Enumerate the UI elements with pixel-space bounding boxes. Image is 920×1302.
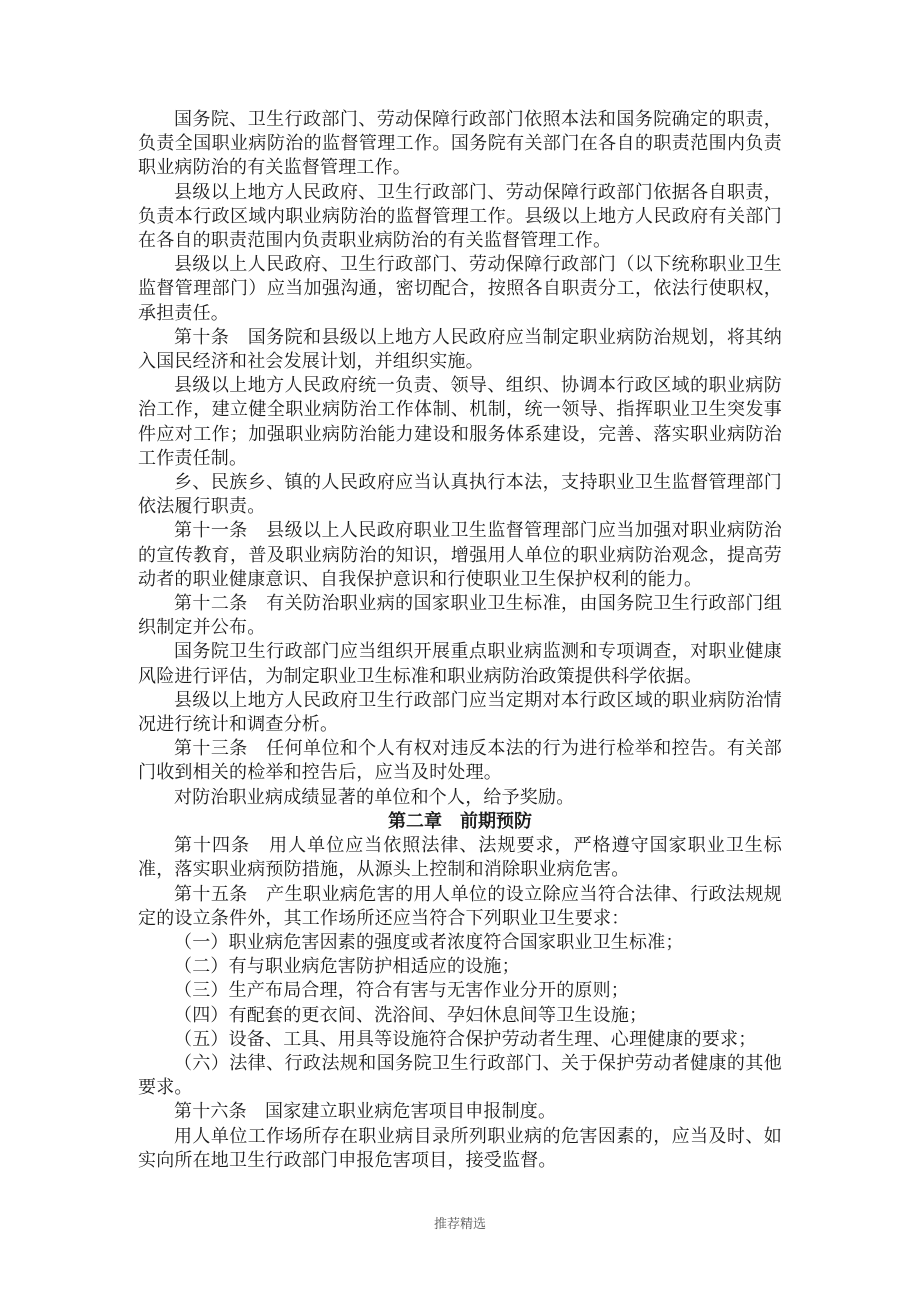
- paragraph: 县级以上地方人民政府、卫生行政部门、劳动保障行政部门依据各自职责，负责本行政区域内职业病防治的监督管理工作。县级以上地方人民政府有关部门在各自的职责范围内负责职业病防治的有关监督管理工作。: [138, 181, 782, 252]
- paragraph: 国务院、卫生行政部门、劳动保障行政部门依照本法和国务院确定的职责，负责全国职业病防治的监督管理工作。国务院有关部门在各自的职责范围内负责职业病防治的有关监督管理工作。: [138, 109, 782, 179]
- article-16: 第十六条 国家建立职业病危害项目申报制度。: [174, 1101, 557, 1123]
- article-10: 第十条 国务院和县级以上地方人民政府应当制定职业病防治规划，将其纳入国民经济和社会发展计划，并组织实施。: [138, 326, 782, 373]
- paragraph: 对防治职业病成绩显著的单位和个人，给予奖励。: [174, 786, 575, 808]
- chapter-title: 第二章 前期预防: [388, 810, 532, 832]
- list-item: （四）有配套的更衣间、洗浴间、孕妇休息间等卫生设施；: [174, 1004, 648, 1026]
- paragraph: 国务院卫生行政部门应当组织开展重点职业病监测和专项调查，对职业健康风险进行评估，为制定职业卫生标准和职业病防治政策提供科学依据。: [138, 641, 782, 687]
- paragraph: 县级以上人民政府、卫生行政部门、劳动保障行政部门（以下统称职业卫生监督管理部门）应当加强沟通，密切配合，按照各自职责分工，依法行使职权，承担责任。: [138, 254, 782, 324]
- article-11: 第十一条 县级以上人民政府职业卫生监督管理部门应当加强对职业病防治的宣传教育，普及职业病防治的知识，增强用人单位的职业病防治观念，提高劳动者的职业健康意识、自我保护意识和行使职业卫生保护权利的能力。: [138, 520, 782, 590]
- list-item: （五）设备、工具、用具等设施符合保护劳动者生理、心理健康的要求；: [174, 1028, 757, 1050]
- list-item: （二）有与职业病危害防护相适应的设施；: [174, 956, 520, 978]
- document-body: [138, 108, 782, 1173]
- article-13: 第十三条 任何单位和个人有权对违反本法的行为进行检举和控告。有关部门收到相关的检举和控告后，应当及时处理。: [138, 738, 782, 784]
- article-14: 第十四条 用人单位应当依照法律、法规要求，严格遵守国家职业卫生标准，落实职业病预防措施，从源头上控制和消除职业病危害。: [138, 835, 782, 881]
- list-item: （一）职业病危害因素的强度或者浓度符合国家职业卫生标准；: [174, 931, 684, 953]
- article-15: 第十五条 产生职业病危害的用人单位的设立除应当符合法律、行政法规规定的设立条件外，其工作场所还应当符合下列职业卫生要求：: [138, 883, 782, 929]
- list-item: （三）生产布局合理，符合有害与无害作业分开的原则；: [174, 980, 629, 1002]
- paragraph: 县级以上地方人民政府统一负责、领导、组织、协调本行政区域的职业病防治工作，建立健全职业病防治工作体制、机制，统一领导、指挥职业卫生突发事件应对工作；加强职业病防治能力建设和服务体系建设，完善、落实职业病防治工作责任制。: [138, 375, 782, 469]
- paragraph: 乡、民族乡、镇的人民政府应当认真执行本法，支持职业卫生监督管理部门依法履行职责。: [138, 472, 782, 518]
- paragraph: 用人单位工作场所存在职业病目录所列职业病的危害因素的，应当及时、如实向所在地卫生行政部门申报危害项目，接受监督。: [138, 1125, 782, 1171]
- article-12: 第十二条 有关防治职业病的国家职业卫生标准，由国务院卫生行政部门组织制定并公布。: [138, 593, 782, 639]
- paragraph: 县级以上地方人民政府卫生行政部门应当定期对本行政区域的职业病防治情况进行统计和调查分析。: [138, 689, 782, 736]
- list-item: （六）法律、行政法规和国务院卫生行政部门、关于保护劳动者健康的其他要求。: [138, 1052, 782, 1099]
- page-footer: 推荐精选: [433, 1217, 486, 1232]
